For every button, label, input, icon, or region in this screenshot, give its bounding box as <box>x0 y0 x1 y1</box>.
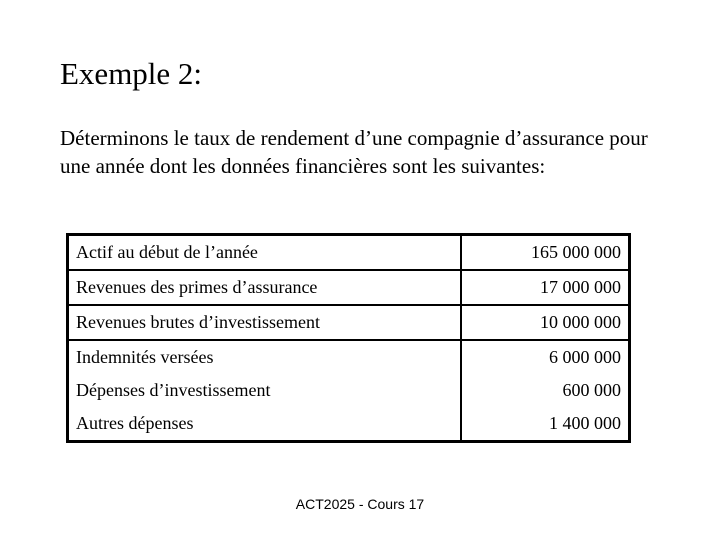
row-value: 165 000 000 <box>461 235 630 271</box>
row-value: 10 000 000 <box>461 305 630 340</box>
slide-title: Exemple 2: <box>60 56 203 91</box>
financial-data-table <box>66 233 631 443</box>
intro-paragraph: Déterminons le taux de rendement d’une compagnie d’assurance pour une année dont les données financières sont les suivantes: <box>60 126 648 178</box>
table-row <box>68 235 630 271</box>
row-label: Dépenses d’investissement <box>68 374 462 407</box>
row-value: 17 000 000 <box>461 270 630 305</box>
table-row <box>68 407 630 442</box>
row-value: 1 400 000 <box>549 413 621 433</box>
row-label: Actif au début de l’année <box>68 235 462 271</box>
row-value: 6 000 000 <box>549 347 621 367</box>
slide-footer: ACT2025 - Cours 17 <box>295 496 425 512</box>
row-value: 600 000 <box>562 380 621 400</box>
row-label: Revenues brutes d’investissement <box>68 305 462 340</box>
row-label: Indemnités versées <box>68 340 462 374</box>
table-row <box>68 340 630 374</box>
row-label: Revenues des primes d’assurance <box>68 270 462 305</box>
row-label: Autres dépenses <box>68 407 462 442</box>
table-row <box>68 305 630 340</box>
table-row <box>68 374 630 407</box>
table-row <box>68 270 630 305</box>
